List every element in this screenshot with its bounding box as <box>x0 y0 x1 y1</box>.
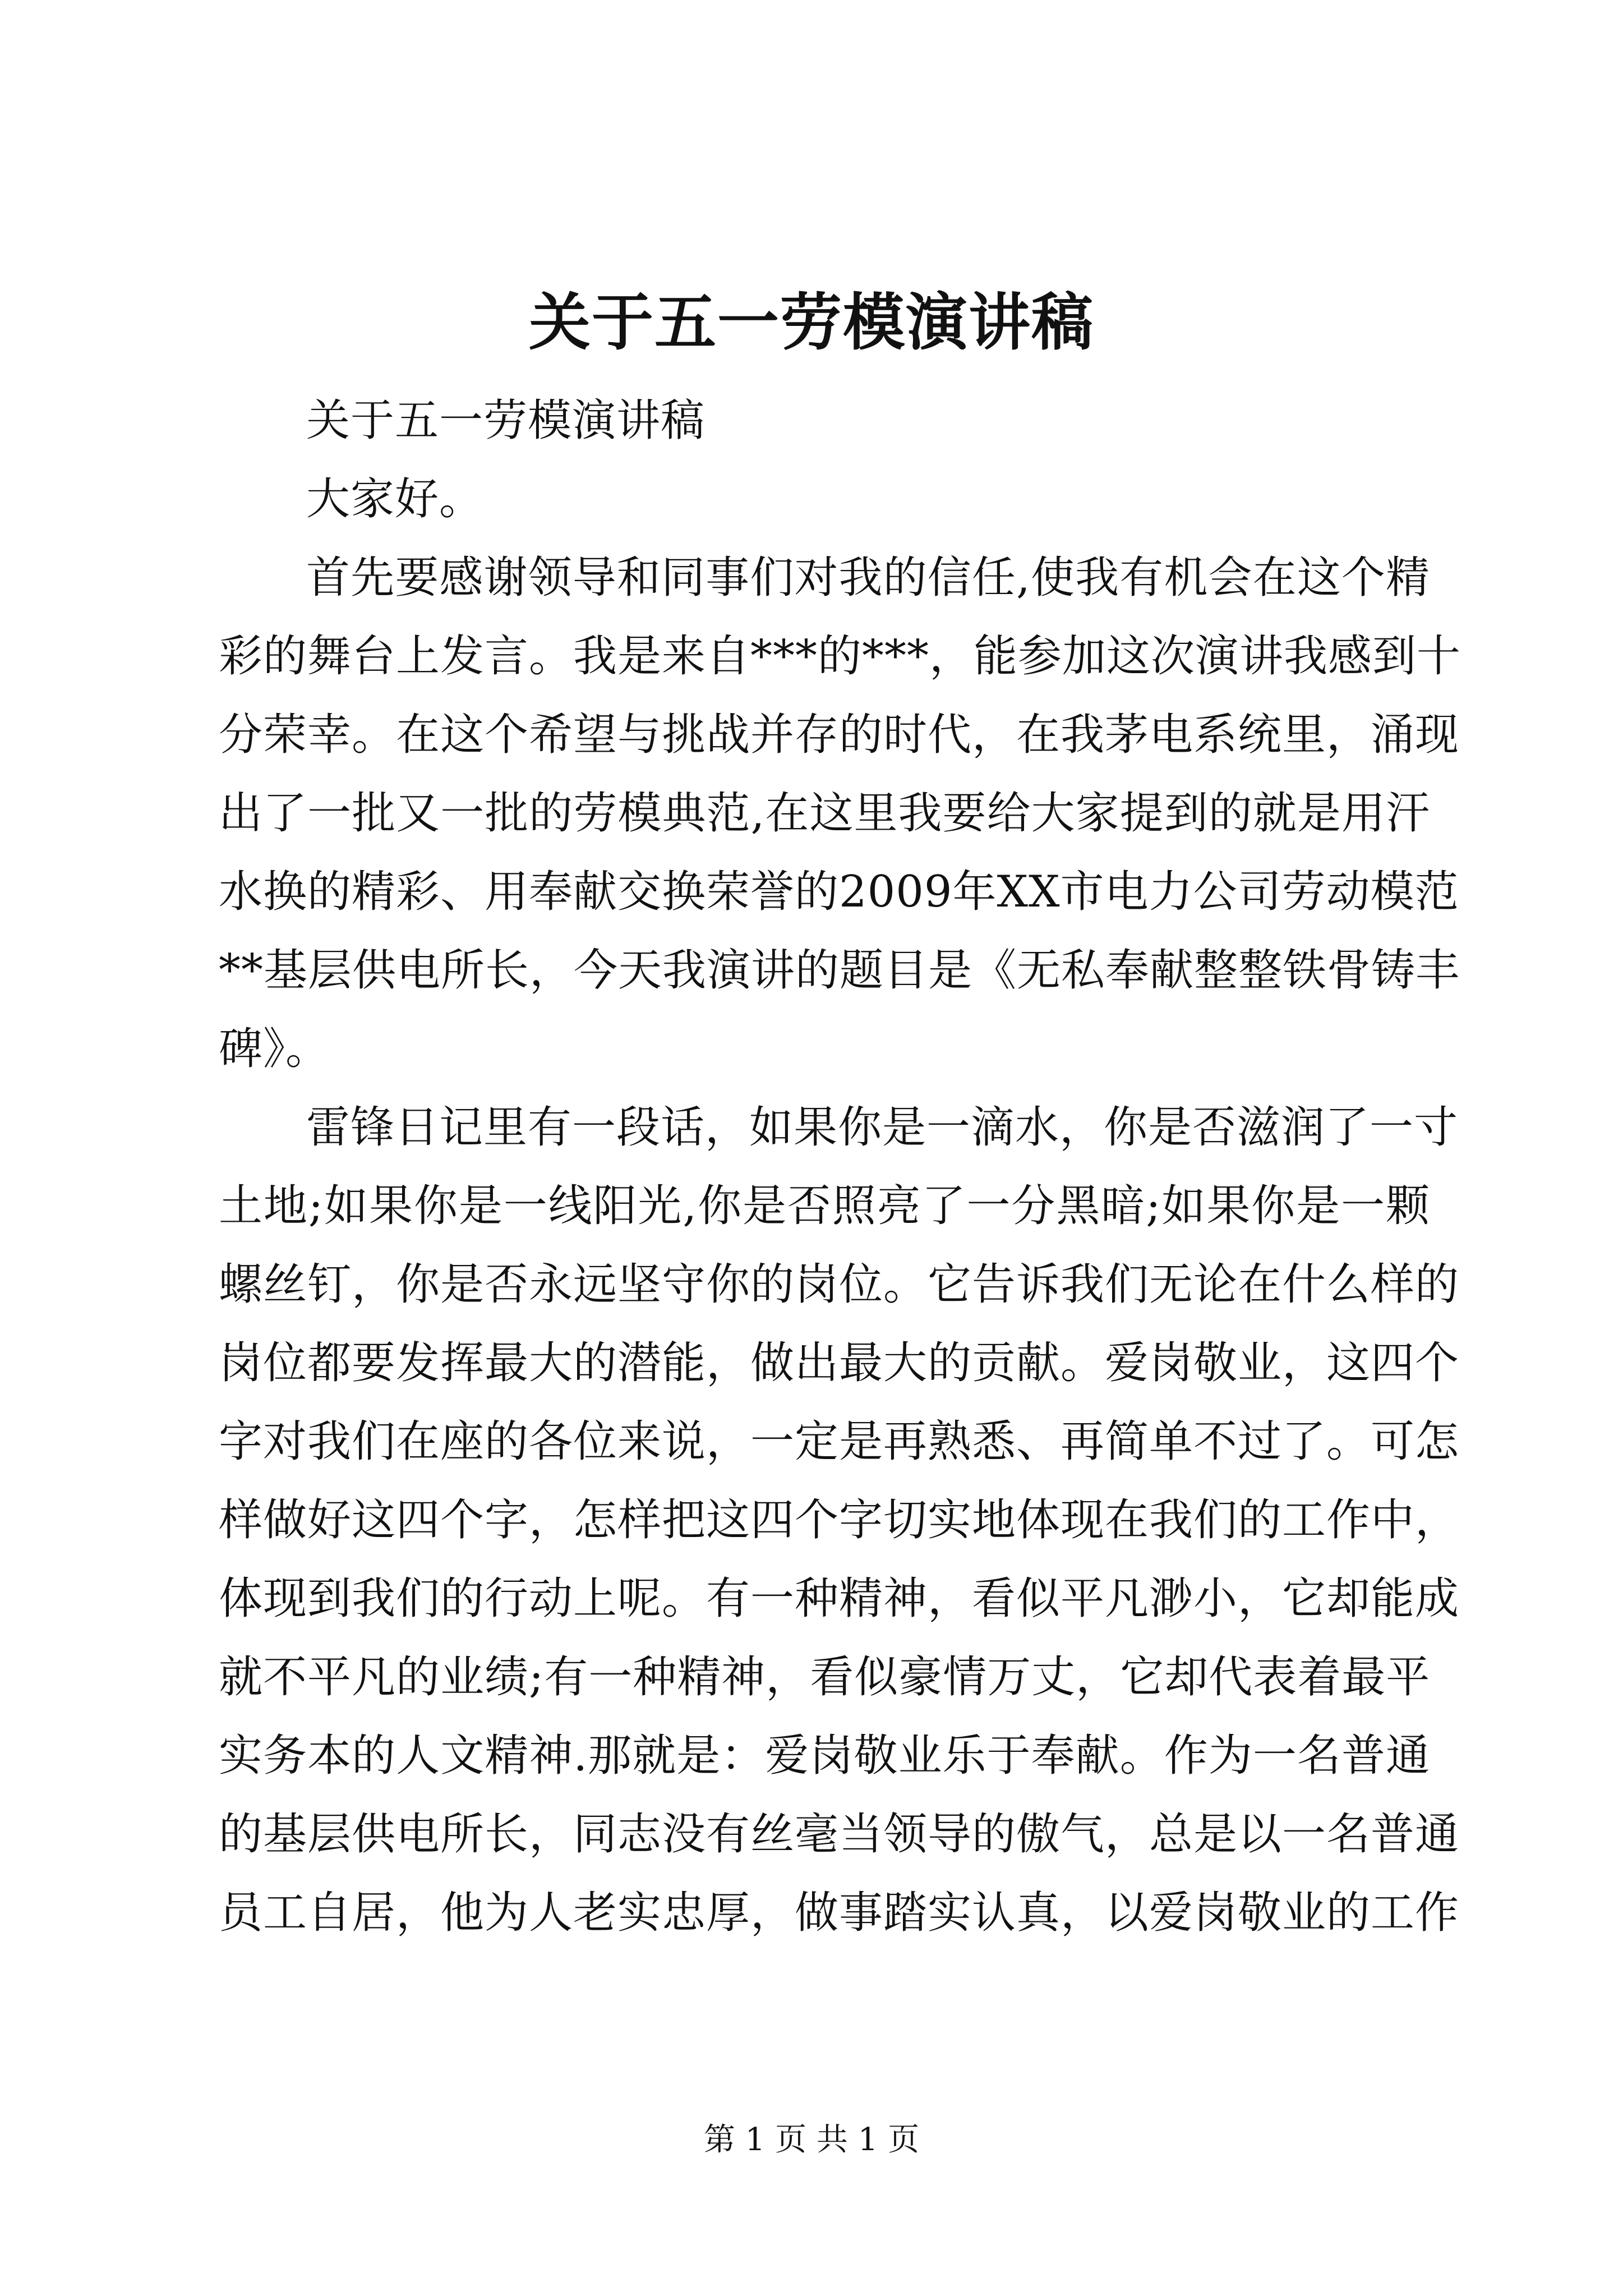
body-line: 彩的舞台上发言。我是来自***的***，能参加这次演讲我感到十 <box>219 631 1461 682</box>
body-line: 出了一批又一批的劳模典范,在这里我要给大家提到的就是用汗 <box>219 788 1430 839</box>
body-line: 首先要感谢领导和同事们对我的信任,使我有机会在这个精 <box>306 553 1430 603</box>
body-line: 碑》。 <box>219 1024 330 1074</box>
body-line: 岗位都要发挥最大的潜能，做出最大的贡献。爱岗敬业，这四个 <box>219 1338 1460 1388</box>
body-line: 员工自居，他为人老实忠厚，做事踏实认真，以爱岗敬业的工作 <box>219 1888 1460 1938</box>
body-line: 大家好。 <box>306 474 484 524</box>
body-line: 体现到我们的行动上呢。有一种精神，看似平凡渺小，它却能成 <box>219 1573 1460 1624</box>
body-line: **基层供电所长，今天我演讲的题目是《无私奉献整整铁骨铸丰 <box>219 945 1460 996</box>
body-line: 土地;如果你是一线阳光,你是否照亮了一分黑暗;如果你是一颗 <box>219 1181 1430 1231</box>
body-line: 螺丝钉，你是否永远坚守你的岗位。它告诉我们无论在什么样的 <box>219 1259 1460 1310</box>
page-footer: 第 1 页 共 1 页 <box>703 2122 920 2158</box>
body-line: 实务本的人文精神.那就是：爱岗敬业乐于奉献。作为一名普通 <box>219 1731 1430 1781</box>
body-line: 雷锋日记里有一段话，如果你是一滴水，你是否滋润了一寸 <box>306 1102 1459 1153</box>
body-line: 字对我们在座的各位来说，一定是再熟悉、再简单不过了。可怎 <box>219 1416 1460 1467</box>
body-line: 样做好这四个字，怎样把这四个字切实地体现在我们的工作中， <box>219 1495 1460 1545</box>
body-line: 就不平凡的业绩;有一种精神，看似豪情万丈，它却代表着最平 <box>219 1652 1431 1703</box>
body-line: 分荣幸。在这个希望与挑战并存的时代，在我茅电系统里，涌现 <box>219 710 1460 760</box>
body-line: 的基层供电所长，同志没有丝毫当领导的傲气，总是以一名普通 <box>219 1809 1460 1860</box>
document-title: 关于五一劳模演讲稿 <box>529 286 1094 358</box>
body-line: 关于五一劳模演讲稿 <box>306 395 706 446</box>
document-body <box>219 381 1461 1952</box>
body-line: 水换的精彩、用奉献交换荣誉的2009年XX市电力公司劳动模范 <box>219 867 1459 917</box>
